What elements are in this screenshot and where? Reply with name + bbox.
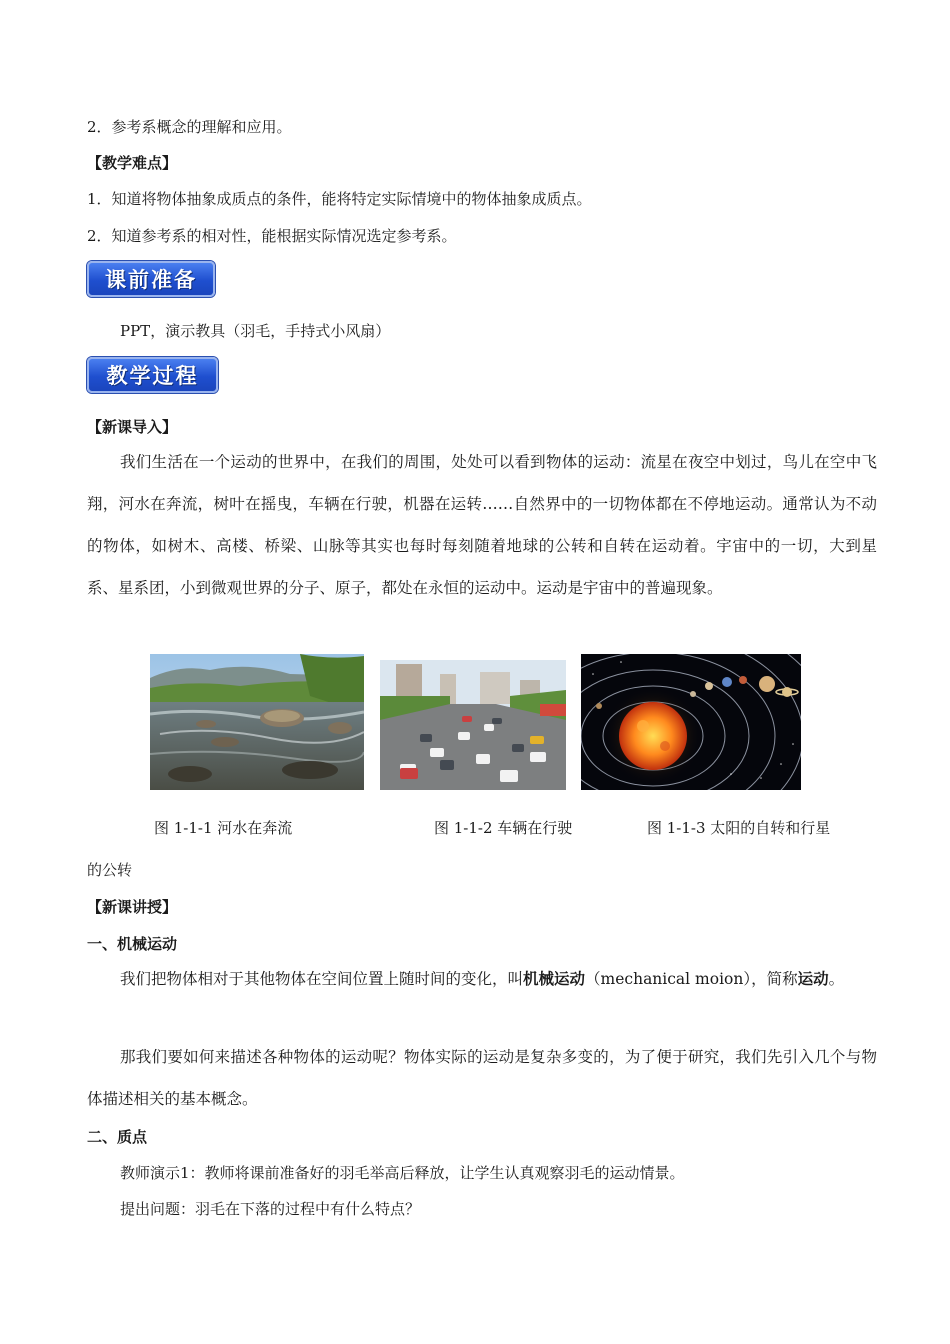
caption-figure-3-continued: 的公转 (87, 861, 133, 879)
mechanical-motion-paragraph-2: 那我们要如何来描述各种物体的运动呢？物体实际的运动是复杂多变的，为了便于研究，我们先引入几个与物体描述相关的基本概念。 (87, 1048, 877, 1108)
mechanical-motion-definition (87, 958, 877, 1000)
badge-teaching-process: 教学过程 (87, 357, 218, 393)
intro-paragraph: 我们生活在一个运动的世界中，在我们的周围，处处可以看到物体的运动：流星在夜空中划过，鸟儿在空中飞翔，河水在奔流，树叶在摇曳，车辆在行驶，机器在运转……自然界中的一切物体都在不停地运动。通常认为不动的物体，如树木、高楼、桥梁、山脉等其实也每时每刻随着地球的公转和自转在运动着。宇宙中的一切，大到星系、星系团，小到微观世界的分子、原子，都处在永恒的运动中。运动是宇宙中的普遍现象。 (87, 453, 877, 597)
objective-line-2: 2．参考系概念的理解和应用。 (87, 118, 292, 136)
difficulty-line-2: 2．知道参考系的相对性，能根据实际情况选定参考系。 (87, 227, 457, 245)
figure-traffic-image (380, 660, 566, 790)
caption-figure-2: 图 1-1-2 车辆在行驶 (434, 819, 573, 837)
figure-river-image (150, 654, 364, 790)
caption-figure-1: 图 1-1-1 河水在奔流 (154, 819, 293, 837)
caption-figure-3: 图 1-1-3 太阳的自转和行星 (647, 819, 831, 837)
teacher-demo-line: 教师演示1：教师将课前准备好的羽毛举高后释放，让学生认真观察羽毛的运动情景。 (120, 1164, 685, 1182)
heading-new-lesson-teaching: 【新课讲授】 (87, 898, 178, 916)
term-english: （mechanical moion），简称 (585, 970, 798, 988)
heading-new-lesson-intro: 【新课导入】 (87, 418, 178, 436)
term-mechanical-motion: 机械运动 (523, 969, 586, 988)
definition-end: 。 (828, 970, 845, 988)
badge-preparation: 课前准备 (87, 261, 215, 297)
section-particle: 二、质点 (87, 1128, 148, 1146)
difficulty-line-1: 1．知道将物体抽象成质点的条件，能将特定实际情境中的物体抽象成质点。 (87, 190, 592, 208)
question-line: 提出问题：羽毛在下落的过程中有什么特点？ (120, 1200, 421, 1218)
heading-teaching-difficulties: 【教学难点】 (87, 154, 178, 172)
figure-solar-system-image (581, 654, 801, 790)
term-motion: 运动 (797, 969, 829, 988)
preparation-text: PPT，演示教具（羽毛，手持式小风扇） (120, 322, 391, 340)
section-mechanical-motion: 一、机械运动 (87, 935, 178, 953)
definition-text: 我们把物体相对于其他物体在空间位置上随时间的变化，叫 (120, 970, 524, 988)
